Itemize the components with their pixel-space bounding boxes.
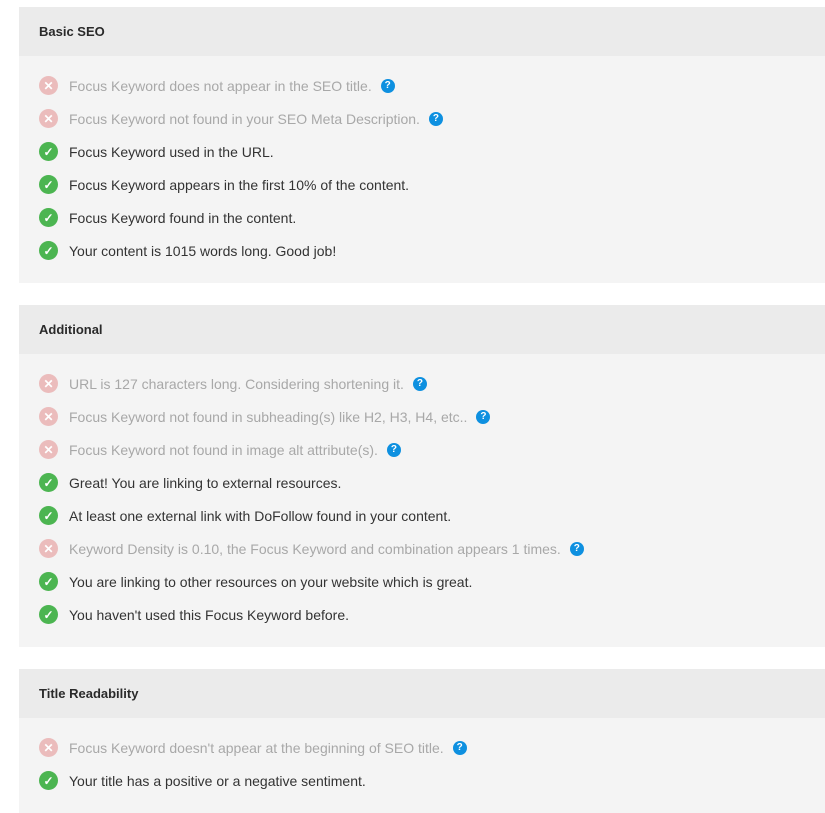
check-list bbox=[19, 718, 825, 813]
check-circle-icon: ✓ bbox=[39, 241, 58, 260]
check-item bbox=[19, 532, 825, 565]
help-icon[interactable]: ? bbox=[387, 443, 401, 457]
check-item bbox=[19, 466, 825, 499]
check-text: Your title has a positive or a negative sentiment. bbox=[69, 772, 366, 789]
help-icon[interactable]: ? bbox=[476, 410, 490, 424]
help-icon[interactable]: ? bbox=[453, 741, 467, 755]
help-icon[interactable]: ? bbox=[413, 377, 427, 391]
check-text: Great! You are linking to external resources. bbox=[69, 474, 342, 491]
check-item bbox=[19, 731, 825, 764]
check-item bbox=[19, 433, 825, 466]
x-circle-icon: ✕ bbox=[39, 76, 58, 95]
check-circle-icon: ✓ bbox=[39, 175, 58, 194]
check-text: Focus Keyword not found in your SEO Meta Description. bbox=[69, 110, 420, 127]
check-list bbox=[19, 354, 825, 647]
check-circle-icon: ✓ bbox=[39, 142, 58, 161]
check-item bbox=[19, 764, 825, 797]
check-item bbox=[19, 565, 825, 598]
check-text: You are linking to other resources on your website which is great. bbox=[69, 573, 473, 590]
check-item bbox=[19, 367, 825, 400]
check-item bbox=[19, 102, 825, 135]
section-additional bbox=[19, 305, 825, 647]
section-basic-seo bbox=[19, 7, 825, 283]
x-circle-icon: ✕ bbox=[39, 407, 58, 426]
check-circle-icon: ✓ bbox=[39, 572, 58, 591]
section-title: Title Readability bbox=[19, 669, 825, 718]
check-text: Focus Keyword not found in image alt attribute(s). bbox=[69, 441, 378, 458]
x-circle-icon: ✕ bbox=[39, 109, 58, 128]
help-icon[interactable]: ? bbox=[381, 79, 395, 93]
check-item bbox=[19, 168, 825, 201]
check-circle-icon: ✓ bbox=[39, 473, 58, 492]
section-title: Additional bbox=[19, 305, 825, 354]
check-circle-icon: ✓ bbox=[39, 605, 58, 624]
check-circle-icon: ✓ bbox=[39, 506, 58, 525]
check-text: Focus Keyword found in the content. bbox=[69, 209, 297, 226]
check-item bbox=[19, 201, 825, 234]
x-circle-icon: ✕ bbox=[39, 738, 58, 757]
check-item bbox=[19, 69, 825, 102]
check-list bbox=[19, 56, 825, 283]
section-title: Basic SEO bbox=[19, 7, 825, 56]
x-circle-icon: ✕ bbox=[39, 440, 58, 459]
x-circle-icon: ✕ bbox=[39, 374, 58, 393]
check-text: Keyword Density is 0.10, the Focus Keyword and combination appears 1 times. bbox=[69, 540, 561, 557]
check-circle-icon: ✓ bbox=[39, 208, 58, 227]
check-item bbox=[19, 135, 825, 168]
check-text: URL is 127 characters long. Considering shortening it. bbox=[69, 375, 404, 392]
check-item bbox=[19, 499, 825, 532]
check-text: Focus Keyword doesn't appear at the beginning of SEO title. bbox=[69, 739, 444, 756]
check-text: You haven't used this Focus Keyword before. bbox=[69, 606, 349, 623]
section-title-readability bbox=[19, 669, 825, 813]
check-text: At least one external link with DoFollow found in your content. bbox=[69, 507, 452, 524]
check-text: Focus Keyword not found in subheading(s) like H2, H3, H4, etc.. bbox=[69, 408, 468, 425]
check-text: Focus Keyword used in the URL. bbox=[69, 143, 274, 160]
help-icon[interactable]: ? bbox=[570, 542, 584, 556]
check-circle-icon: ✓ bbox=[39, 771, 58, 790]
check-item bbox=[19, 400, 825, 433]
x-circle-icon: ✕ bbox=[39, 539, 58, 558]
check-item bbox=[19, 234, 825, 267]
check-text: Focus Keyword appears in the first 10% of the content. bbox=[69, 176, 410, 193]
help-icon[interactable]: ? bbox=[429, 112, 443, 126]
check-text: Your content is 1015 words long. Good job! bbox=[69, 242, 337, 259]
check-text: Focus Keyword does not appear in the SEO title. bbox=[69, 77, 372, 94]
check-item bbox=[19, 598, 825, 631]
